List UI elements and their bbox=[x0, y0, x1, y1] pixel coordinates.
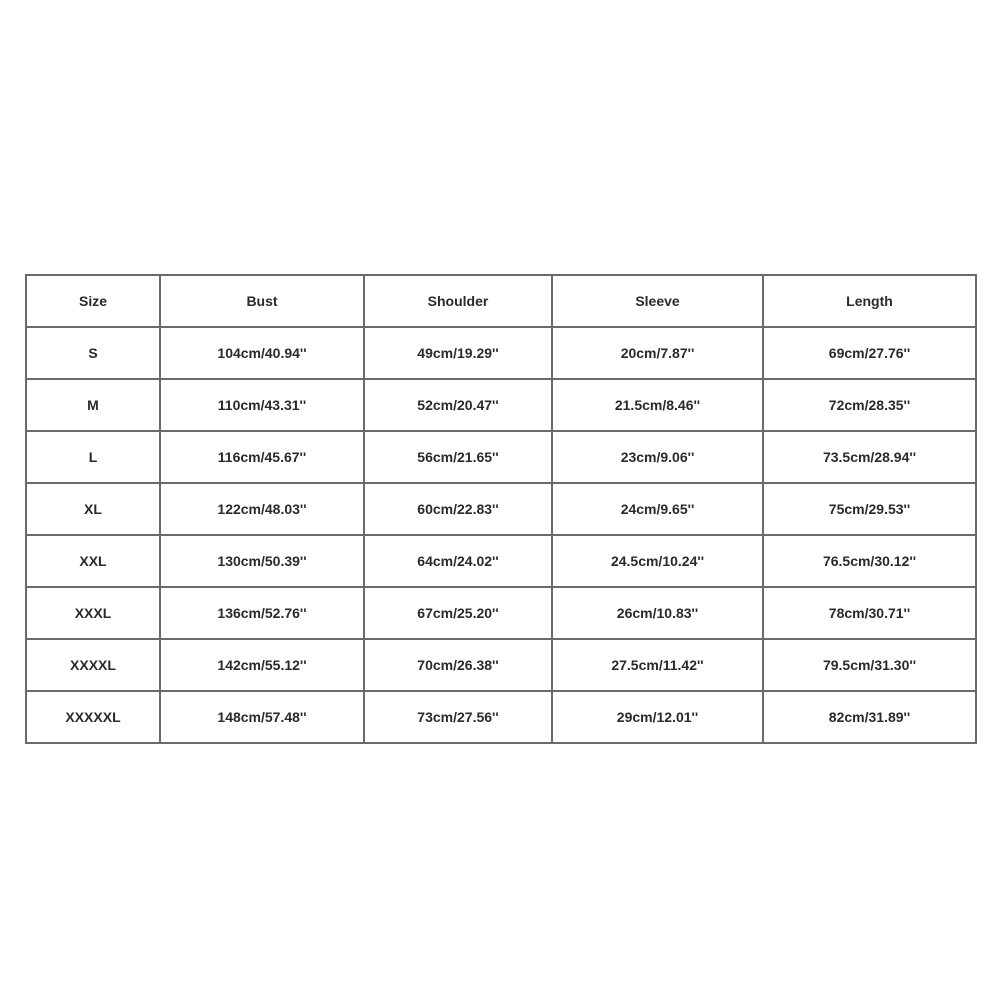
header-shoulder: Shoulder bbox=[364, 275, 552, 327]
cell-shoulder: 52cm/20.47'' bbox=[364, 379, 552, 431]
cell-size: S bbox=[26, 327, 160, 379]
cell-length: 76.5cm/30.12'' bbox=[763, 535, 976, 587]
cell-sleeve: 21.5cm/8.46'' bbox=[552, 379, 763, 431]
cell-size: XXXXL bbox=[26, 639, 160, 691]
table-row bbox=[26, 483, 976, 535]
table-row bbox=[26, 431, 976, 483]
table-row bbox=[26, 535, 976, 587]
cell-bust: 104cm/40.94'' bbox=[160, 327, 364, 379]
header-size: Size bbox=[26, 275, 160, 327]
cell-shoulder: 70cm/26.38'' bbox=[364, 639, 552, 691]
cell-bust: 136cm/52.76'' bbox=[160, 587, 364, 639]
cell-size: XXXL bbox=[26, 587, 160, 639]
cell-bust: 130cm/50.39'' bbox=[160, 535, 364, 587]
cell-length: 78cm/30.71'' bbox=[763, 587, 976, 639]
cell-length: 72cm/28.35'' bbox=[763, 379, 976, 431]
table-row bbox=[26, 691, 976, 743]
cell-length: 75cm/29.53'' bbox=[763, 483, 976, 535]
table-row bbox=[26, 587, 976, 639]
cell-bust: 148cm/57.48'' bbox=[160, 691, 364, 743]
cell-size: M bbox=[26, 379, 160, 431]
cell-bust: 116cm/45.67'' bbox=[160, 431, 364, 483]
cell-size: XL bbox=[26, 483, 160, 535]
table-row bbox=[26, 327, 976, 379]
cell-sleeve: 24cm/9.65'' bbox=[552, 483, 763, 535]
cell-shoulder: 64cm/24.02'' bbox=[364, 535, 552, 587]
cell-length: 79.5cm/31.30'' bbox=[763, 639, 976, 691]
cell-length: 73.5cm/28.94'' bbox=[763, 431, 976, 483]
cell-shoulder: 60cm/22.83'' bbox=[364, 483, 552, 535]
size-chart-table bbox=[25, 274, 977, 744]
cell-sleeve: 29cm/12.01'' bbox=[552, 691, 763, 743]
cell-size: XXL bbox=[26, 535, 160, 587]
cell-bust: 110cm/43.31'' bbox=[160, 379, 364, 431]
header-bust: Bust bbox=[160, 275, 364, 327]
cell-shoulder: 49cm/19.29'' bbox=[364, 327, 552, 379]
cell-shoulder: 56cm/21.65'' bbox=[364, 431, 552, 483]
table-row bbox=[26, 639, 976, 691]
cell-shoulder: 67cm/25.20'' bbox=[364, 587, 552, 639]
header-sleeve: Sleeve bbox=[552, 275, 763, 327]
cell-sleeve: 20cm/7.87'' bbox=[552, 327, 763, 379]
cell-bust: 122cm/48.03'' bbox=[160, 483, 364, 535]
cell-length: 69cm/27.76'' bbox=[763, 327, 976, 379]
cell-length: 82cm/31.89'' bbox=[763, 691, 976, 743]
header-length: Length bbox=[763, 275, 976, 327]
cell-sleeve: 26cm/10.83'' bbox=[552, 587, 763, 639]
cell-sleeve: 24.5cm/10.24'' bbox=[552, 535, 763, 587]
cell-sleeve: 23cm/9.06'' bbox=[552, 431, 763, 483]
cell-size: XXXXXL bbox=[26, 691, 160, 743]
header-row bbox=[26, 275, 976, 327]
cell-size: L bbox=[26, 431, 160, 483]
cell-bust: 142cm/55.12'' bbox=[160, 639, 364, 691]
cell-sleeve: 27.5cm/11.42'' bbox=[552, 639, 763, 691]
table-row bbox=[26, 379, 976, 431]
cell-shoulder: 73cm/27.56'' bbox=[364, 691, 552, 743]
